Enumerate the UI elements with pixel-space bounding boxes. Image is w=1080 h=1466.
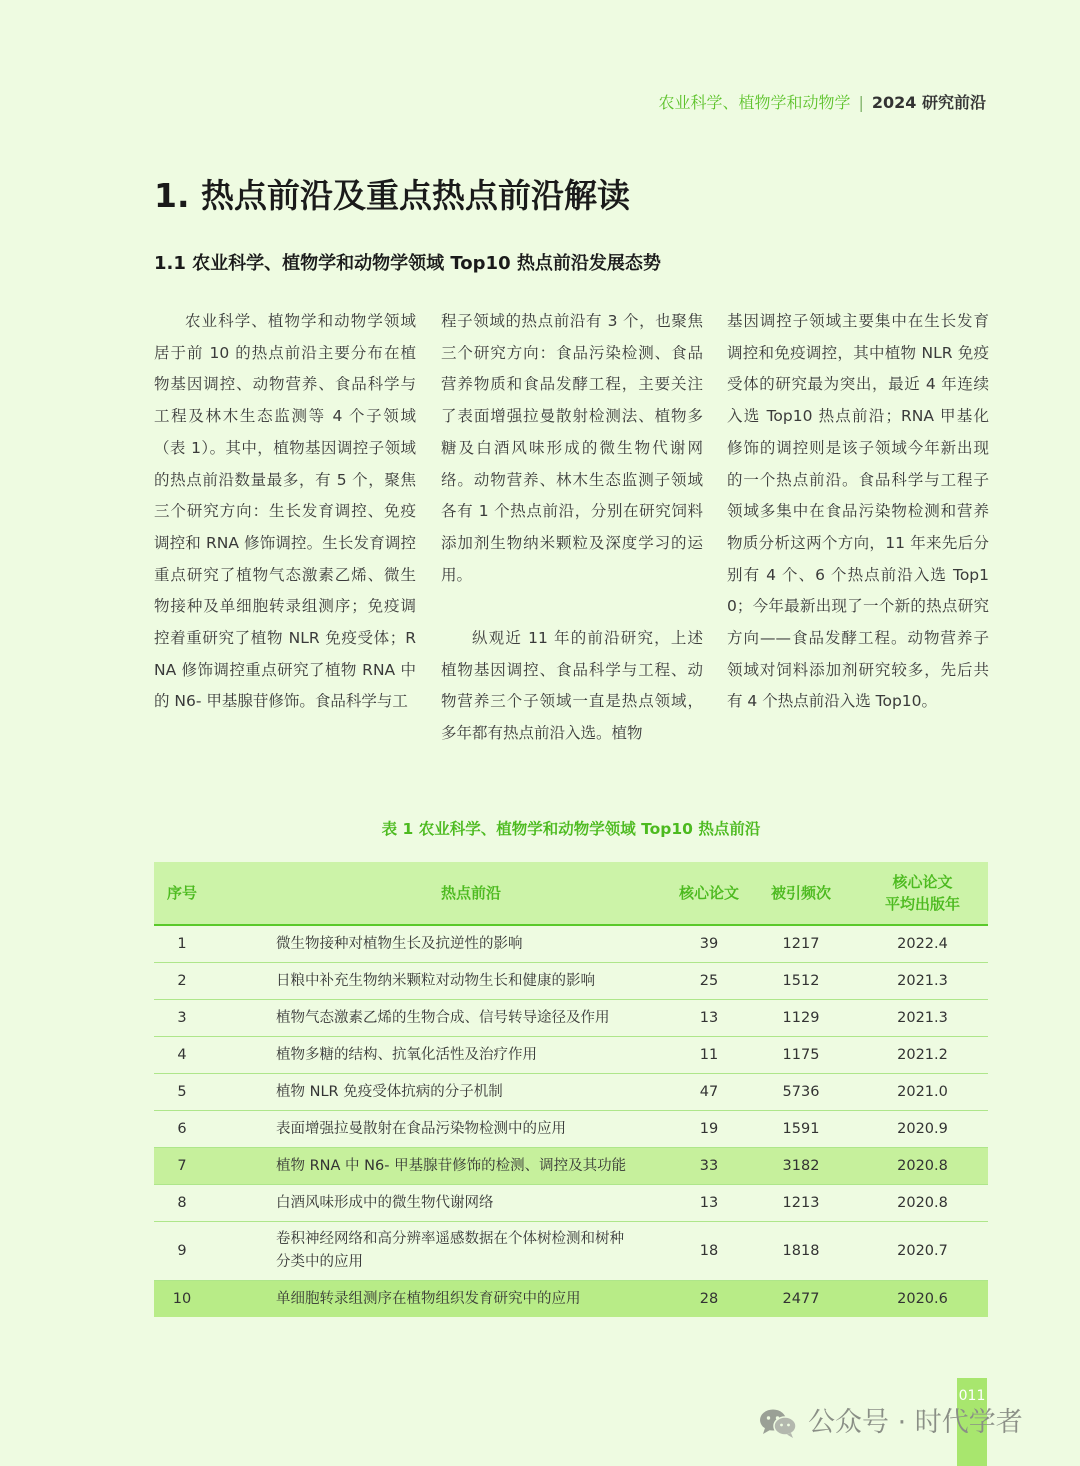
cell-rank: 6	[154, 1111, 210, 1148]
table-caption: 表 1 农业科学、植物学和动物学领域 Top10 热点前沿	[381, 820, 761, 838]
cell-year: 2022.4	[857, 925, 988, 963]
body-paragraph: 基因调控子领域主要集中在生长发育调控和免疫调控，其中植物 NLR 免疫受体的研究最为突出，最近 4 年连续入选 Top10 热点前沿；RNA 甲基化修饰的调控则是该子领域今年新出现的一个热点前沿。食品科学与工程子领域多集中在食品污染物检测和营养物质分析这两个方向，11 年来先后分别有 4 个、6 个热点前沿入选 Top10；今年最新出现了一个新的热点研究方向——食品发酵工程。动物营养子领域对饲料添加剂研究较多，先后共有 4 个热点前沿入选 Top10。	[727, 312, 989, 711]
cell-title: 日粮中补充生物纳米颗粒对动物生长和健康的影响	[210, 963, 673, 1000]
cell-citations: 1217	[745, 925, 857, 963]
table-row	[154, 1037, 988, 1074]
table-row	[154, 1111, 988, 1148]
cell-title	[210, 1222, 673, 1281]
section-title: 1.1 农业科学、植物学和动物学领域 Top10 热点前沿发展态势	[154, 253, 661, 274]
table-row	[154, 1185, 988, 1222]
table-row	[154, 963, 988, 1000]
cell-title: 植物气态激素乙烯的生物合成、信号转导途径及作用	[210, 1000, 673, 1037]
cell-papers: 18	[673, 1222, 745, 1281]
cell-title: 单细胞转录组测序在植物组织发育研究中的应用	[210, 1281, 673, 1318]
cell-papers: 39	[673, 925, 745, 963]
cell-citations: 1129	[745, 1000, 857, 1037]
cell-papers: 47	[673, 1074, 745, 1111]
cell-rank: 4	[154, 1037, 210, 1074]
cell-papers: 13	[673, 1185, 745, 1222]
cell-papers: 19	[673, 1111, 745, 1148]
cell-year: 2021.0	[857, 1074, 988, 1111]
header-separator: |	[858, 93, 864, 112]
cell-papers: 33	[673, 1148, 745, 1185]
cell-year: 2020.9	[857, 1111, 988, 1148]
cell-citations: 1213	[745, 1185, 857, 1222]
cell-citations: 5736	[745, 1074, 857, 1111]
cell-papers: 25	[673, 963, 745, 1000]
column-header-title: 热点前沿	[210, 862, 673, 925]
cell-citations: 1512	[745, 963, 857, 1000]
cell-citations: 1175	[745, 1037, 857, 1074]
column-header-papers: 核心论文	[673, 862, 745, 925]
cell-papers: 13	[673, 1000, 745, 1037]
body-column-3	[727, 306, 989, 718]
cell-title: 表面增强拉曼散射在食品污染物检测中的应用	[210, 1111, 673, 1148]
wechat-icon	[758, 1407, 798, 1439]
cell-citations: 1818	[745, 1222, 857, 1281]
cell-rank: 10	[154, 1281, 210, 1318]
cell-citations: 2477	[745, 1281, 857, 1318]
cell-rank: 3	[154, 1000, 210, 1037]
column-header-year-line1: 核心论文	[892, 873, 953, 891]
cell-title: 植物 RNA 中 N6- 甲基腺苷修饰的检测、调控及其功能	[210, 1148, 673, 1185]
table-row	[154, 925, 988, 963]
cell-year: 2021.2	[857, 1037, 988, 1074]
column-header-year	[857, 862, 988, 925]
cell-year: 2020.7	[857, 1222, 988, 1281]
cell-rank: 9	[154, 1222, 210, 1281]
header-edition: 2024 研究前沿	[871, 93, 986, 112]
cell-year: 2020.6	[857, 1281, 988, 1318]
cell-rank: 7	[154, 1148, 210, 1185]
cell-title: 白酒风味形成中的微生物代谢网络	[210, 1185, 673, 1222]
body-column-2	[441, 306, 703, 750]
cell-year: 2021.3	[857, 1000, 988, 1037]
table-row	[154, 1222, 988, 1281]
body-paragraph: 程子领域的热点前沿有 3 个，也聚焦三个研究方向：食品污染检测、食品营养物质和食品发酵工程，主要关注了表面增强拉曼散射检测法、植物多糖及白酒风味形成的微生物代谢网络。动物营养、林木生态监测子领域各有 1 个热点前沿，分别在研究饲料添加剂生物纳米颗粒及深度学习的运用。	[441, 312, 703, 584]
cell-papers: 28	[673, 1281, 745, 1318]
table-header-row	[154, 862, 988, 925]
body-paragraph: 纵观近 11 年的前沿研究，上述植物基因调控、食品科学与工程、动物营养三个子领域一直是热点领域，多年都有热点前沿入选。植物	[441, 629, 703, 743]
running-header	[658, 92, 986, 114]
cell-citations: 1591	[745, 1111, 857, 1148]
cell-year: 2020.8	[857, 1185, 988, 1222]
cell-title: 植物多糖的结构、抗氧化活性及治疗作用	[210, 1037, 673, 1074]
cell-rank: 1	[154, 925, 210, 963]
cell-year: 2021.3	[857, 963, 988, 1000]
body-column-1	[154, 306, 416, 718]
cell-title-line1: 卷积神经网络和高分辨率遥感数据在个体树检测和树种	[276, 1231, 624, 1247]
cell-rank: 2	[154, 963, 210, 1000]
column-header-citations: 被引频次	[745, 862, 857, 925]
cell-citations: 3182	[745, 1148, 857, 1185]
watermark-text: 公众号 · 时代学者	[808, 1407, 1023, 1438]
table-row	[154, 1000, 988, 1037]
watermark	[758, 1403, 1023, 1443]
cell-title: 植物 NLR 免疫受体抗病的分子机制	[210, 1074, 673, 1111]
table-row	[154, 1074, 988, 1111]
cell-year: 2020.8	[857, 1148, 988, 1185]
cell-title-line2: 分类中的应用	[276, 1254, 363, 1270]
body-paragraph: 农业科学、植物学和动物学领域居于前 10 的热点前沿主要分布在植物基因调控、动物营养、食品科学与工程及林木生态监测等 4 个子领域（表 1）。其中，植物基因调控子领域的热点前沿数量最多，有 5 个，聚焦三个研究方向：生长发育调控、免疫调控和 RNA 修饰调控。生长发育调控重点研究了植物气态激素乙烯、微生物接种及单细胞转录组测序；免疫调控着重研究了植物 NLR 免疫受体；RNA 修饰调控重点研究了植物 RNA 中的 N6- 甲基腺苷修饰。食品科学与工	[154, 312, 416, 711]
cell-title: 微生物接种对植物生长及抗逆性的影响	[210, 925, 673, 963]
page-number: 011	[958, 1388, 986, 1404]
table-row-highlighted	[154, 1281, 988, 1318]
column-header-year-line2: 平均出版年	[884, 895, 960, 913]
cell-rank: 8	[154, 1185, 210, 1222]
chapter-title: 1. 热点前沿及重点热点前沿解读	[154, 176, 630, 215]
hot-fronts-table	[154, 862, 988, 1317]
header-subject: 农业科学、植物学和动物学	[658, 93, 851, 112]
column-header-rank: 序号	[154, 862, 210, 925]
table-row-highlighted	[154, 1148, 988, 1185]
cell-papers: 11	[673, 1037, 745, 1074]
cell-rank: 5	[154, 1074, 210, 1111]
